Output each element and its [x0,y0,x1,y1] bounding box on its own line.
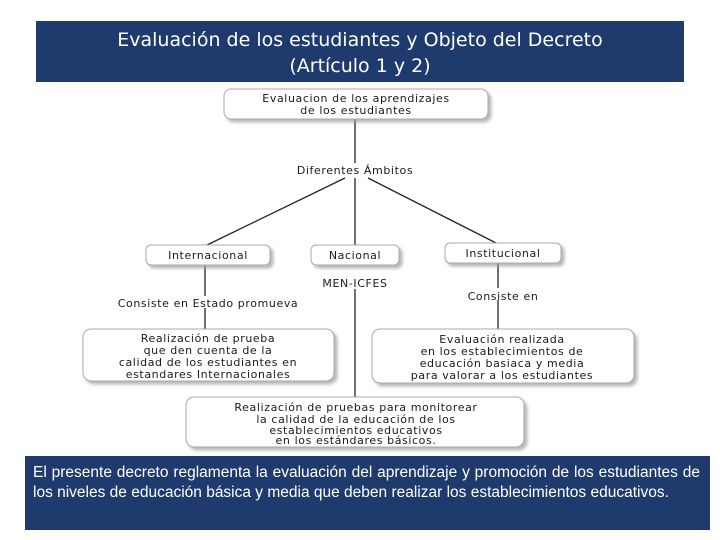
institucional-label: Institucional [465,247,541,260]
root-node-line-1: Evaluacion de los aprendizajes [262,92,450,105]
institucional-detail-line-2: en los establecimientos de [420,345,584,358]
institucional-node [445,243,561,263]
internacional-label: Internacional [168,249,248,262]
connector-ambitos-to-institucional [368,178,498,244]
institucional-detail-line-1: Evaluación realizada [439,333,565,346]
slide-title-line-2: (Artículo 1 y 2) [289,55,431,77]
nacional-label: Nacional [328,249,382,262]
internacional-detail-line-2: que den cuenta de la [143,344,273,357]
internacional-connector-label: Consiste en Estado promueva [117,297,299,310]
internacional-node [146,245,270,265]
root-node-line-2: de los estudiantes [300,104,412,117]
root-node [224,89,488,119]
institucional-detail-node [372,329,634,383]
internacional-detail-line-4: estandares Internacionales [125,368,291,381]
decree-summary: El presente decreto reglamenta la evaluación del aprendizaje y promoción de los estudiantes de los niveles de educación básica y media que deben realizar los establecimientos educativos. [25,456,710,530]
nacional-detail-line-2: la calidad de la educación de los [256,413,456,426]
nacional-node [311,245,399,265]
nacional-entity-label: MEN-ICFES [322,277,388,290]
nacional-detail-line-1: Realización de pruebas para monitorear [234,401,478,414]
internacional-detail-node [83,329,334,381]
institucional-detail-line-4: para valorar a los estudiantes [410,369,594,382]
slide-title-line-1: Evaluación de los estudiantes y Objeto del Decreto [117,29,603,51]
ambitos-label: Diferentes Ámbitos [296,164,414,177]
internacional-detail-line-3: calidad de los estudiantes en [118,356,298,369]
internacional-detail-line-1: Realización de prueba [140,332,276,345]
connector-ambitos-to-internacional [205,178,345,246]
nacional-detail-line-3: establecimientos educativos [269,424,443,437]
institucional-connector-label: Consiste en [467,290,539,303]
nacional-detail-line-4: en los estándares básicos. [275,434,437,447]
nacional-detail-node [186,397,524,447]
institucional-detail-line-3: educación basiaca y media [419,357,585,370]
